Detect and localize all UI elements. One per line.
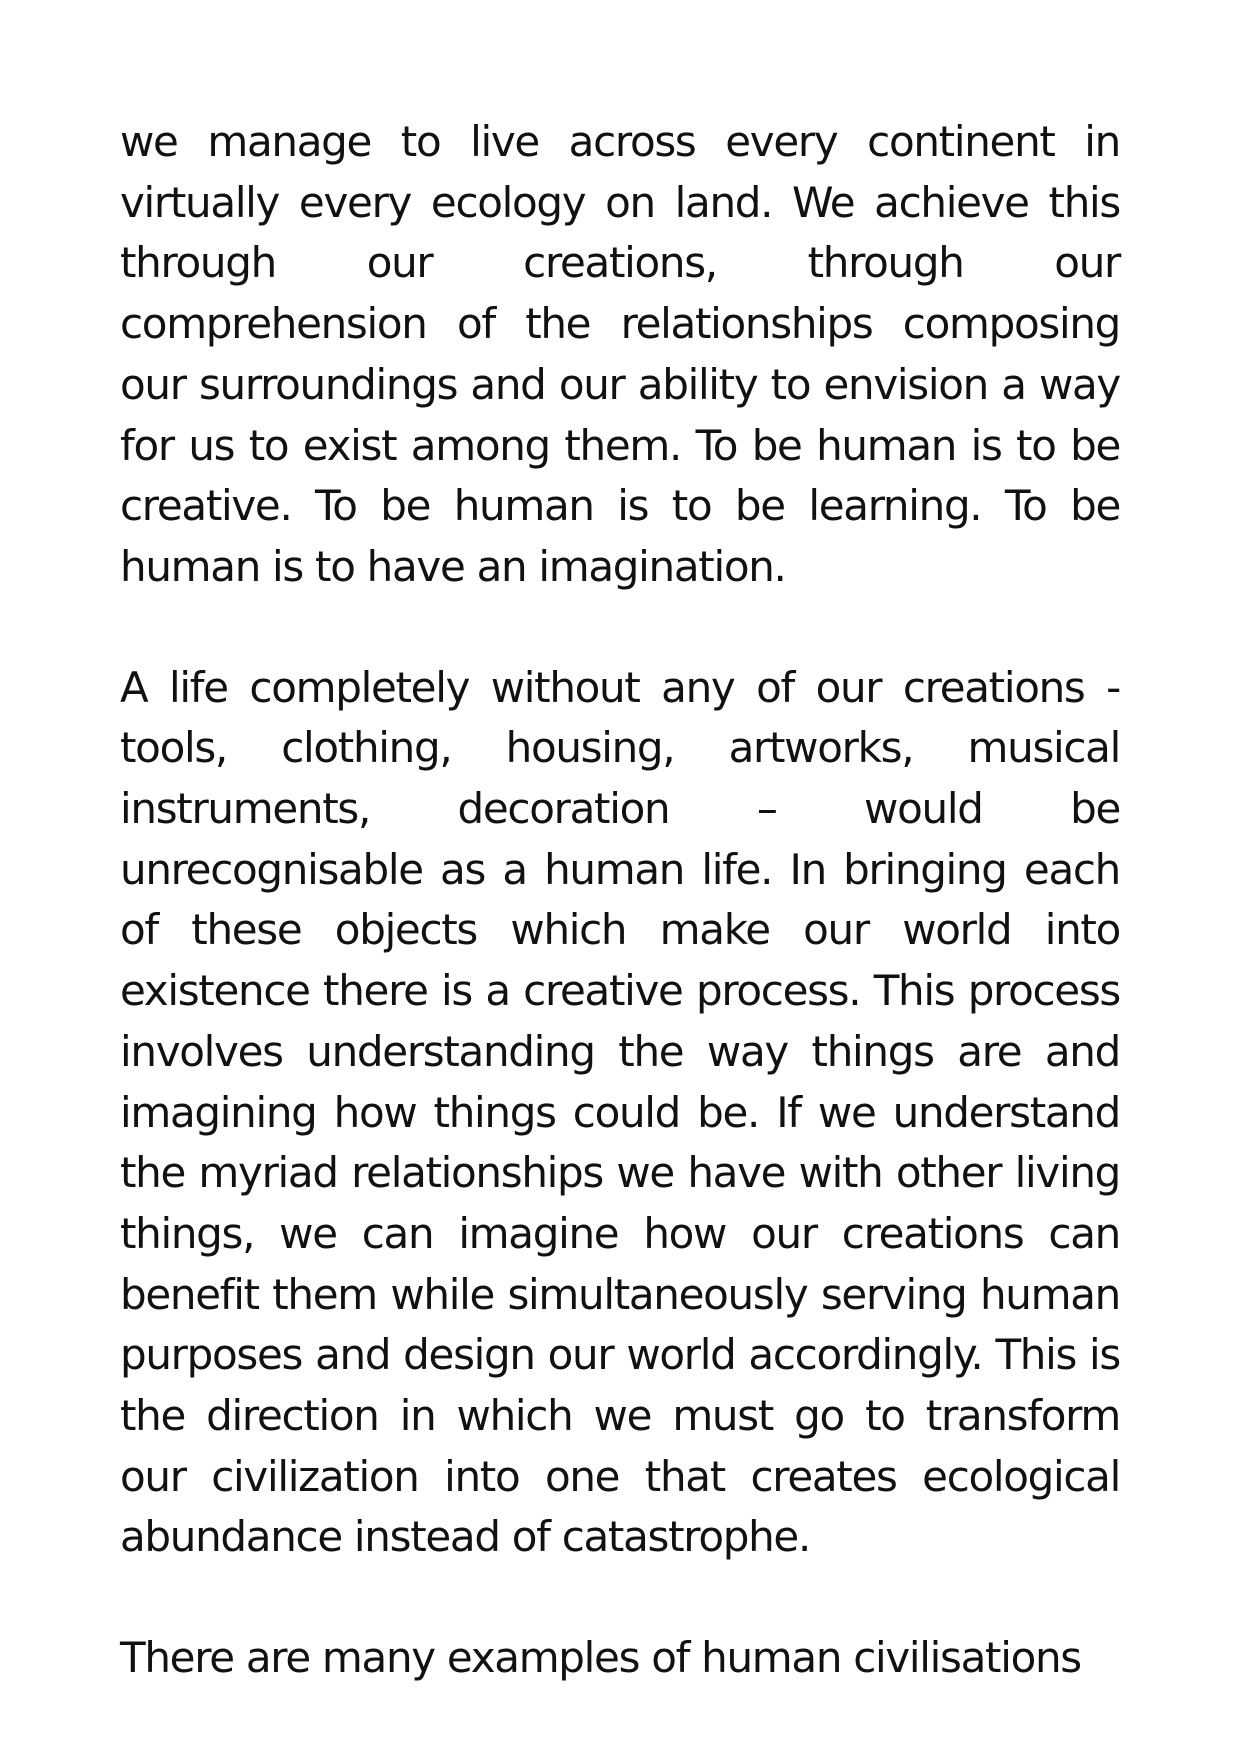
paragraph-1: we manage to live across every continent in virtually every ecology on land. We achieve this through our creations, through our comprehension of the relationships composing our surroundings and our ability to envision a way for us to exist among them. To be human is to be creative. To be human is to be learning. To be human is to have an imagination. — [120, 117, 1120, 591]
paragraph-3: There are many examples of human civilisations — [120, 1633, 1081, 1683]
body-text — [120, 112, 1120, 1689]
paragraph-2: A life completely without any of our creations - tools, clothing, housing, artworks, musical instruments, decoration – would be unrecognisable as a human life. In bringing each of these objects which make our world into existence there is a creative process. This process involves understanding the way things are and imagining how things could be. If we understand the myriad relationships we have with other living things, we can imagine how our creations can benefit them while simultaneously serving human purposes and design our world accordingly. This is the direction in which we must go to transform our civilization into one that creates ecological abundance instead of catastrophe. — [120, 662, 1120, 1562]
